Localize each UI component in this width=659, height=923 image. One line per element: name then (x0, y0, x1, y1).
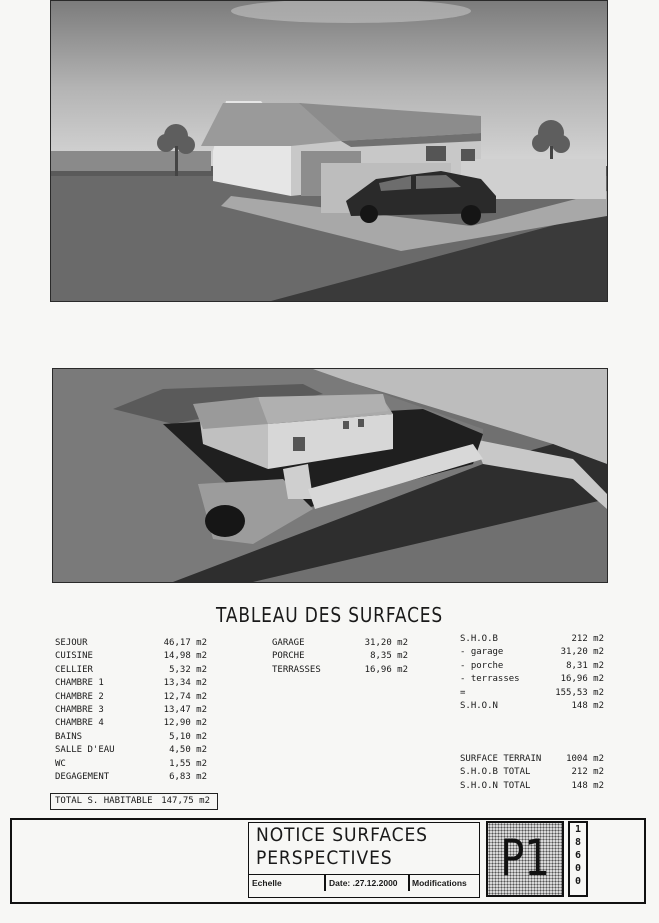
list-item (272, 665, 408, 678)
surfaces-table-title: TABLEAU DES SURFACES (215, 603, 444, 627)
room-label: SALLE D'EAU (55, 745, 115, 756)
total-value: 147,75 m2 (161, 796, 210, 806)
list-item (55, 745, 207, 758)
shob-value: 16,96 m2 (560, 674, 604, 685)
list-item (272, 651, 408, 664)
sheet-number-box (486, 821, 564, 897)
summary-value: 148 m2 (571, 780, 604, 791)
document-title-line-2: PERSPECTIVES (256, 847, 393, 869)
title-block-footer (248, 874, 480, 892)
scale-label: Echelle (252, 878, 282, 888)
summary-value: 212 m2 (571, 767, 604, 778)
room-area: 1,55 m2 (169, 758, 207, 769)
list-item (460, 754, 604, 767)
list-item (460, 767, 604, 780)
perspective-aerial-view (52, 368, 608, 583)
room-label: CHAMBRE 4 (55, 718, 104, 729)
list-item (55, 651, 207, 664)
divider (408, 875, 410, 891)
summary-label: SURFACE TERRAIN (460, 754, 542, 764)
site-summary-list (460, 754, 604, 794)
code-digit: 6 (574, 850, 582, 861)
room-area: 6,83 m2 (169, 771, 207, 782)
sheet-number: P1 (500, 829, 550, 887)
total-habitable-box (50, 793, 218, 810)
room-area: 13,34 m2 (163, 678, 207, 689)
code-digit: 1 (574, 824, 582, 835)
annex-surfaces-list (272, 638, 408, 678)
shob-label: = (460, 687, 466, 698)
list-item (460, 701, 604, 714)
annex-area: 8,35 m2 (370, 651, 408, 662)
room-label: DEGAGEMENT (55, 771, 110, 782)
code-digit: 0 (574, 876, 582, 887)
summary-value: 1004 m2 (566, 754, 604, 764)
list-item (55, 638, 207, 651)
list-item (460, 781, 604, 794)
room-area: 5,32 m2 (169, 664, 207, 675)
shob-value: 212 m2 (571, 634, 604, 644)
shob-label: S.H.O.N (460, 700, 498, 711)
shob-label: S.H.O.B (460, 634, 498, 644)
postal-code-box (568, 821, 588, 897)
room-area: 12,74 m2 (163, 691, 207, 702)
perspective-street-view (50, 0, 608, 302)
annex-label: PORCHE (272, 651, 305, 662)
room-label: CELLIER (55, 664, 93, 675)
code-digit: 8 (574, 837, 582, 848)
room-area: 12,90 m2 (163, 718, 207, 729)
date-label: Date: .27.12.2000 (329, 878, 398, 888)
list-item (460, 634, 604, 647)
list-item (460, 647, 604, 660)
room-label: WC (55, 758, 66, 769)
room-area: 4,50 m2 (169, 745, 207, 756)
habitable-surfaces-list (55, 638, 207, 785)
summary-label: S.H.O.B TOTAL (460, 767, 531, 778)
room-label: SEJOUR (55, 638, 88, 648)
room-area: 14,98 m2 (163, 651, 207, 662)
list-item (460, 674, 604, 687)
shob-value: 148 m2 (571, 700, 604, 711)
annex-area: 31,20 m2 (364, 638, 408, 648)
room-area: 5,10 m2 (169, 731, 207, 742)
room-label: BAINS (55, 731, 83, 742)
shob-label: - porche (460, 660, 504, 671)
annex-label: TERRASSES (272, 664, 321, 675)
shob-value: 8,31 m2 (566, 660, 604, 671)
total-label: TOTAL S. HABITABLE (55, 796, 153, 806)
list-item (55, 732, 207, 745)
list-item (460, 661, 604, 674)
annex-area: 16,96 m2 (364, 664, 408, 675)
list-item (55, 759, 207, 772)
summary-label: S.H.O.N TOTAL (460, 780, 531, 791)
room-area: 46,17 m2 (163, 638, 207, 648)
divider (324, 875, 326, 891)
list-item (55, 692, 207, 705)
list-item (55, 718, 207, 731)
list-item (55, 772, 207, 785)
room-label: CHAMBRE 3 (55, 704, 104, 715)
room-label: CHAMBRE 1 (55, 678, 104, 689)
list-item (55, 705, 207, 718)
list-item (55, 678, 207, 691)
annex-label: GARAGE (272, 638, 305, 648)
shob-value: 31,20 m2 (560, 647, 604, 658)
shob-label: - garage (460, 647, 504, 658)
room-label: CHAMBRE 2 (55, 691, 104, 702)
room-area: 13,47 m2 (163, 704, 207, 715)
list-item (460, 688, 604, 701)
shob-value: 155,53 m2 (555, 687, 604, 698)
list-item (272, 638, 408, 651)
modifications-label: Modifications (412, 878, 467, 888)
list-item (55, 665, 207, 678)
document-title (256, 824, 428, 870)
shob-label: - terrasses (460, 674, 520, 685)
room-label: CUISINE (55, 651, 93, 662)
shob-calculation-list (460, 634, 604, 714)
code-digit: 0 (574, 863, 582, 874)
document-title-line-1: NOTICE SURFACES (256, 824, 428, 846)
